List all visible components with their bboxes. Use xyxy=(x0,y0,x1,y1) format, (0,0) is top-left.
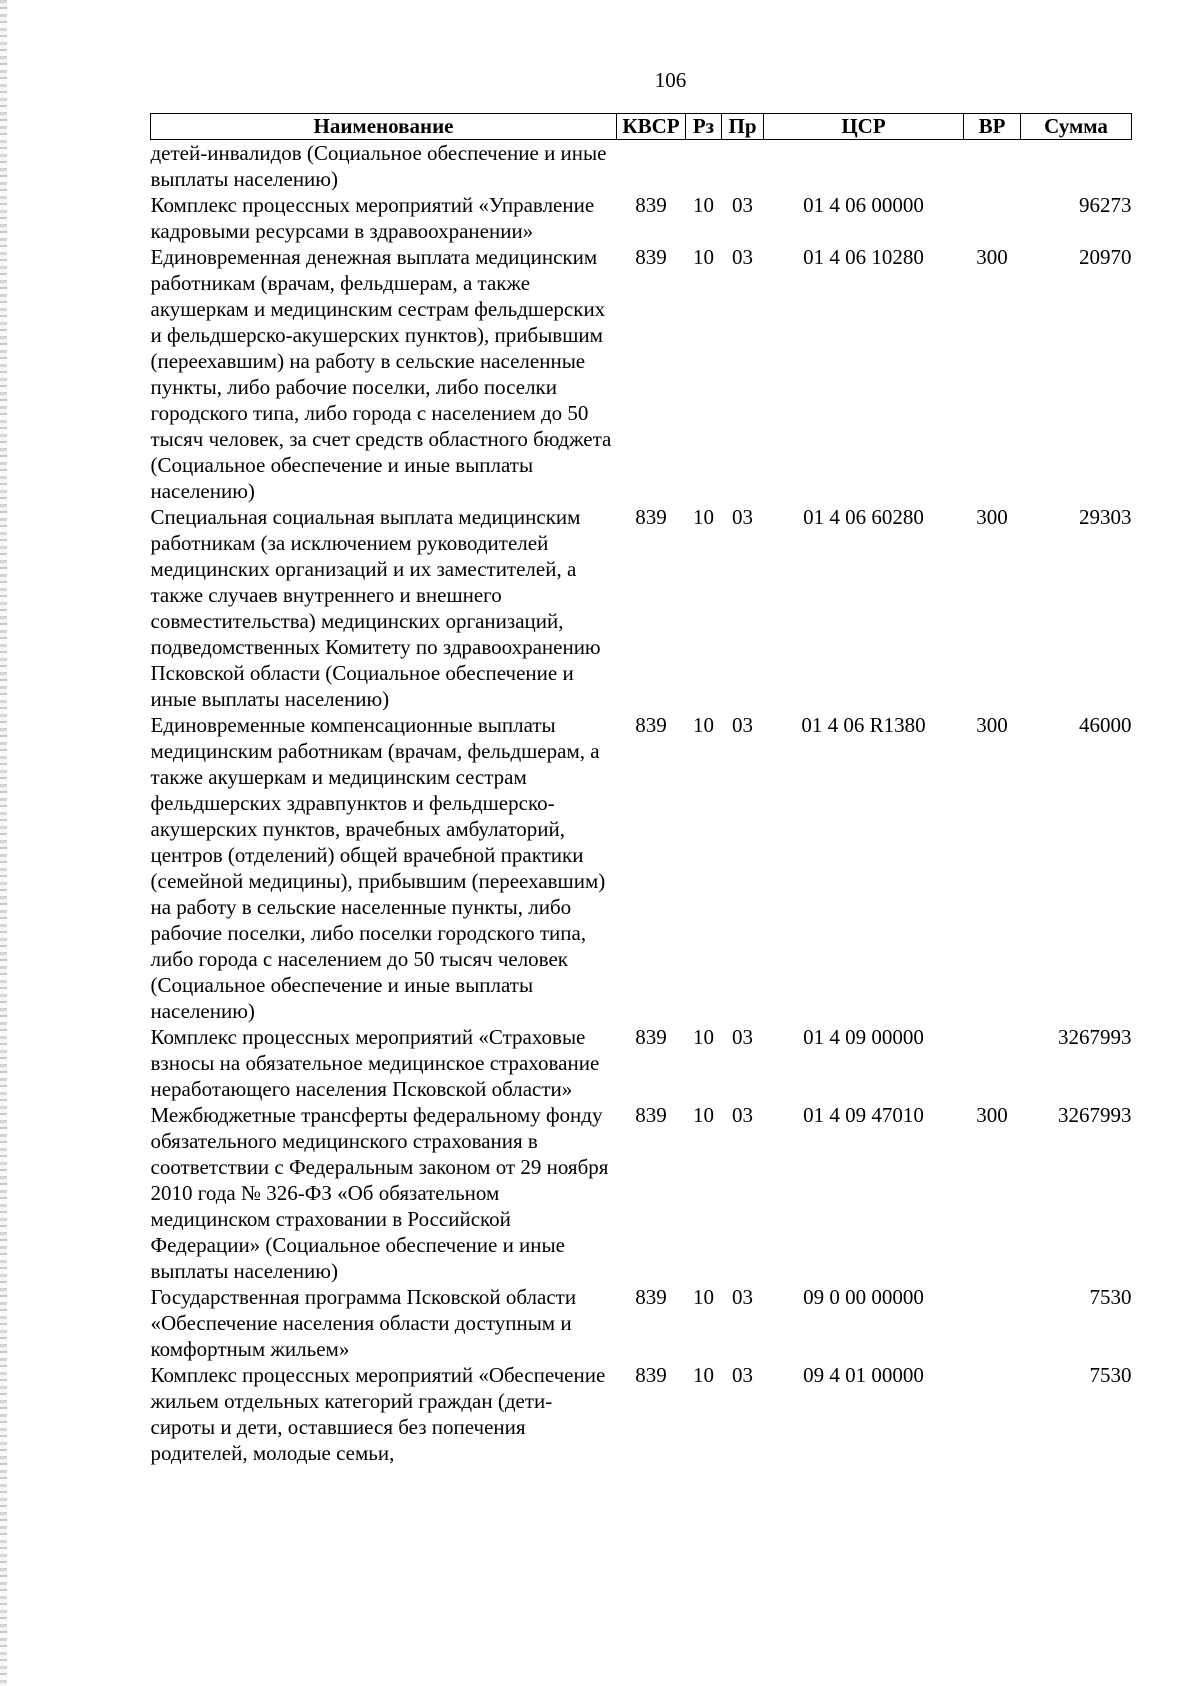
row-sum xyxy=(1021,140,1132,193)
row-pr: 03 xyxy=(732,245,753,269)
row-pr: 03 xyxy=(732,505,753,529)
row-vr xyxy=(964,1362,1021,1466)
table-row xyxy=(151,192,1132,244)
row-vr: 300 xyxy=(976,713,1008,737)
row-name: Государственная программа Псковской области «Обеспечение населения области доступным и комфортным жильем» xyxy=(150,1285,577,1361)
row-kvsr: 839 xyxy=(635,713,667,737)
row-sum: 46000 xyxy=(1079,713,1132,737)
table-row xyxy=(151,712,1132,1024)
row-sum: 20970 xyxy=(1079,245,1132,269)
row-kvsr: 839 xyxy=(635,245,667,269)
row-kvsr: 839 xyxy=(635,1285,667,1309)
row-sum: 7530 xyxy=(1089,1285,1132,1309)
table-row xyxy=(151,504,1132,712)
row-name: Единовременная денежная выплата медицинским работникам (врачам, фельдшерам, а также акушеркам и медицинским сестрам фельдшерских и фельдшерско-акушерских пунктов), прибывшим (переехавшим) на работу в сельские населенные пункты, либо рабочие поселки, либо поселки городского типа, либо города с населением до 50 тысяч человек, за счет средств областного бюджета (Социальное обеспечение и иные выплаты населению) xyxy=(150,245,612,503)
row-sum: 3267993 xyxy=(1058,1025,1132,1049)
row-rz: 10 xyxy=(693,193,714,217)
row-sum: 3267993 xyxy=(1058,1103,1132,1127)
table-row xyxy=(151,1102,1132,1284)
table-row xyxy=(151,1362,1132,1466)
row-csr: 01 4 09 00000 xyxy=(803,1025,924,1049)
row-pr: 03 xyxy=(732,1363,753,1387)
row-rz: 10 xyxy=(693,1363,714,1387)
row-vr: 300 xyxy=(976,1103,1008,1127)
table-row xyxy=(151,244,1132,504)
row-sum: 96273 xyxy=(1079,193,1132,217)
row-kvsr: 839 xyxy=(635,1363,667,1387)
row-sum: 29303 xyxy=(1079,505,1132,529)
row-pr: 03 xyxy=(732,1285,753,1309)
header-vr: ВР xyxy=(964,114,1021,140)
scan-edge xyxy=(0,0,7,1686)
row-rz: 10 xyxy=(693,1025,714,1049)
row-sum: 7530 xyxy=(1089,1363,1132,1387)
row-csr xyxy=(764,140,964,193)
row-pr: 03 xyxy=(732,1025,753,1049)
budget-table-wrap xyxy=(150,113,1131,1466)
table-header-row xyxy=(151,114,1132,140)
header-pr: Пр xyxy=(722,114,764,140)
header-kvsr: КВСР xyxy=(617,114,686,140)
row-name: детей-инвалидов (Социальное обеспечение и иные выплаты населению) xyxy=(150,141,607,191)
row-csr: 09 0 00 00000 xyxy=(803,1285,924,1309)
row-csr: 01 4 06 60280 xyxy=(803,505,924,529)
row-rz xyxy=(686,140,722,193)
row-name: Комплекс процессных мероприятий «Управление кадровыми ресурсами в здравоохранении» xyxy=(150,193,595,243)
row-pr: 03 xyxy=(732,1103,753,1127)
row-csr: 01 4 06 00000 xyxy=(803,193,924,217)
row-pr: 03 xyxy=(732,713,753,737)
row-kvsr: 839 xyxy=(635,1103,667,1127)
row-kvsr: 839 xyxy=(635,193,667,217)
row-name: Специальная социальная выплата медицинским работникам (за исключением руководителей медицинских организаций и их заместителей, а также случаев внутреннего и внешнего совместительства) медицинских организаций, подведомственных Комитету по здравоохранению Псковской области (Социальное обеспечение и иные выплаты населению) xyxy=(150,505,601,711)
header-csr: ЦСР xyxy=(764,114,964,140)
row-rz: 10 xyxy=(693,245,714,269)
table-row xyxy=(151,1284,1132,1362)
header-rz: Рз xyxy=(686,114,722,140)
row-kvsr xyxy=(617,140,686,193)
row-rz: 10 xyxy=(693,713,714,737)
row-pr xyxy=(722,140,764,193)
budget-table xyxy=(150,113,1132,1466)
row-name: Комплекс процессных мероприятий «Страховые взносы на обязательное медицинское страхование неработающего населения Псковской области» xyxy=(150,1025,600,1101)
row-kvsr: 839 xyxy=(635,505,667,529)
row-pr: 03 xyxy=(732,193,753,217)
row-vr xyxy=(964,140,1021,193)
row-vr xyxy=(964,1024,1021,1102)
header-sum: Сумма xyxy=(1021,114,1132,140)
row-csr: 01 4 06 R1380 xyxy=(801,713,926,737)
row-csr: 01 4 06 10280 xyxy=(803,245,924,269)
row-kvsr: 839 xyxy=(635,1025,667,1049)
table-row xyxy=(151,1024,1132,1102)
row-csr: 09 4 01 00000 xyxy=(803,1363,924,1387)
row-vr: 300 xyxy=(976,505,1008,529)
row-name: Единовременные компенсационные выплаты медицинским работникам (врачам, фельдшерам, а также акушеркам и медицинским сестрам фельдшерских здравпунктов и фельдшерско-акушерских пунктов, врачебных амбулаторий, центров (отделений) общей врачебной практики (семейной медицины), прибывшим (переехавшим) на работу в сельские населенные пункты, либо рабочие поселки, либо поселки городского типа, либо города с населением до 50 тысяч человек (Социальное обеспечение и иные выплаты населению) xyxy=(150,713,606,1023)
row-vr xyxy=(964,1284,1021,1362)
row-name: Межбюджетные трансферты федеральному фонду обязательного медицинского страхования в соответствии с Федеральным законом от 29 ноября 2010 года № 326-ФЗ «Об обязательном медицинском страховании в Российской Федерации» (Социальное обеспечение и иные выплаты населению) xyxy=(150,1103,609,1283)
row-name: Комплекс процессных мероприятий «Обеспечение жильем отдельных категорий граждан (дети-сироты и дети, оставшиеся без попечения родителей, молодые семьи, xyxy=(150,1363,606,1465)
header-name: Наименование xyxy=(151,114,617,140)
page-number: 106 xyxy=(654,68,687,92)
row-vr xyxy=(964,192,1021,244)
table-row xyxy=(151,140,1132,193)
row-rz: 10 xyxy=(693,1103,714,1127)
row-rz: 10 xyxy=(693,505,714,529)
row-vr: 300 xyxy=(976,245,1008,269)
row-rz: 10 xyxy=(693,1285,714,1309)
row-csr: 01 4 09 47010 xyxy=(803,1103,924,1127)
